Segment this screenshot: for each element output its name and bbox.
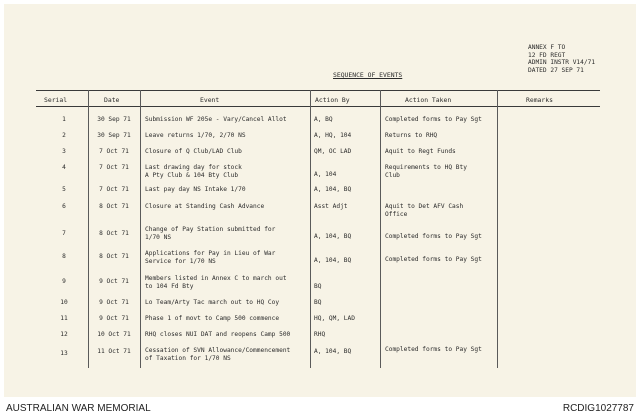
row-date: 8 Oct 71 (99, 230, 129, 237)
row-action-by: BQ (314, 283, 322, 290)
row-action-by: A, BQ (314, 116, 333, 123)
row-date: 8 Oct 71 (99, 253, 129, 260)
row-action-taken: Completed forms to Pay Sgt (385, 256, 482, 263)
row-action-taken: Returns to RHQ (385, 132, 438, 139)
row-action-taken: Requirements to HQ Bty Club (385, 164, 467, 179)
row-event: Closure of Q Club/LAD Club (145, 148, 242, 155)
row-action-by: A, 104, BQ (314, 257, 352, 264)
row-event: Phase 1 of movt to Camp 500 commence (145, 315, 280, 322)
header-remarks: Remarks (526, 96, 553, 104)
row-action-by: BQ (314, 299, 322, 306)
row-action-by: HQ, QM, LAD (314, 315, 355, 322)
row-event: Last pay day NS Intake 1/70 (145, 186, 246, 193)
row-serial: 6 (62, 203, 66, 210)
header-event: Event (200, 96, 220, 104)
row-serial: 7 (62, 230, 66, 237)
row-date: 10 Oct 71 (97, 331, 131, 338)
row-date: 9 Oct 71 (99, 315, 129, 322)
header-action-by: Action By (315, 96, 350, 104)
annex-line-3: ADMIN INSTR V14/71 (528, 59, 596, 67)
row-action-taken: Completed forms to Pay Sgt (385, 233, 482, 240)
row-serial: 8 (62, 253, 66, 260)
row-event: Last drawing day for stock A Pty Club & 104 Bty Club (145, 164, 242, 179)
row-date: 30 Sep 71 (97, 116, 131, 123)
row-date: 9 Oct 71 (99, 299, 129, 306)
row-date: 30 Sep 71 (97, 132, 131, 139)
column-divider (497, 90, 498, 368)
row-action-by: Asst Adjt (314, 203, 348, 210)
row-serial: 5 (62, 186, 66, 193)
row-action-by: A, HQ, 104 (314, 132, 352, 139)
row-serial: 9 (62, 278, 66, 285)
row-action-taken: Aquit to Det AFV Cash Office (385, 203, 464, 218)
row-serial: 3 (62, 148, 66, 155)
header-serial: Serial (44, 96, 68, 104)
row-action-by: RHQ (314, 331, 326, 338)
row-action-taken: Aquit to Regt Funds (385, 148, 456, 155)
row-serial: 1 (62, 116, 66, 123)
row-action-taken: Completed forms to Pay Sgt (385, 346, 482, 353)
row-date: 7 Oct 71 (99, 164, 129, 171)
row-event: Change of Pay Station submitted for 1/70 NS (145, 226, 276, 241)
row-serial: 10 (60, 299, 68, 306)
row-serial: 13 (60, 350, 68, 357)
row-event: Submission WF 205e - Vary/Cancel Allot (145, 116, 287, 123)
column-divider (140, 90, 141, 368)
row-event: Leave returns 1/70, 2/70 NS (145, 132, 246, 139)
header-date: Date (104, 96, 120, 104)
document-title: SEQUENCE OF EVENTS (333, 71, 403, 79)
row-date: 9 Oct 71 (99, 278, 129, 285)
row-event: Cessation of SVN Allowance/Commencement of Taxation for 1/70 NS (145, 347, 291, 362)
table-top-rule (36, 90, 600, 91)
header-action-taken: Action Taken (405, 96, 452, 104)
row-event: Applications for Pay in Lieu of War Service for 1/70 NS (145, 250, 276, 265)
footer-source-label: AUSTRALIAN WAR MEMORIAL (6, 403, 151, 414)
table-header-rule (36, 106, 600, 107)
annex-line-4: DATED 27 SEP 71 (528, 66, 584, 74)
row-date: 11 Oct 71 (97, 348, 131, 355)
row-action-taken: Completed forms to Pay Sgt (385, 116, 482, 123)
row-event: Members listed in Annex C to march out to 104 Fd Bty (145, 275, 287, 290)
row-action-by: A, 104, BQ (314, 348, 352, 355)
row-date: 8 Oct 71 (99, 203, 129, 210)
footer-record-id: RCDIG1027787 (562, 403, 634, 414)
annex-reference (528, 44, 628, 74)
row-date: 7 Oct 71 (99, 148, 129, 155)
row-serial: 12 (60, 331, 68, 338)
annex-line-1: ANNEX F TO (528, 44, 566, 51)
row-action-by: QM, OC LAD (314, 148, 352, 155)
row-action-by: A, 104, BQ (314, 186, 352, 193)
row-serial: 11 (60, 315, 68, 322)
row-action-by: A, 104, BQ (314, 233, 352, 240)
row-serial: 4 (62, 164, 66, 171)
row-serial: 2 (62, 132, 66, 139)
row-action-by: A, 104 (314, 171, 337, 178)
row-event: Closure at Standing Cash Advance (145, 203, 265, 210)
annex-line-2: 12 FD REGT (528, 51, 566, 59)
row-date: 7 Oct 71 (99, 186, 129, 193)
row-event: Lo Team/Arty Tac march out to HQ Coy (145, 299, 280, 306)
column-divider (88, 90, 89, 368)
row-event: RHQ closes NUI DAT and reopens Camp 500 (145, 331, 291, 338)
